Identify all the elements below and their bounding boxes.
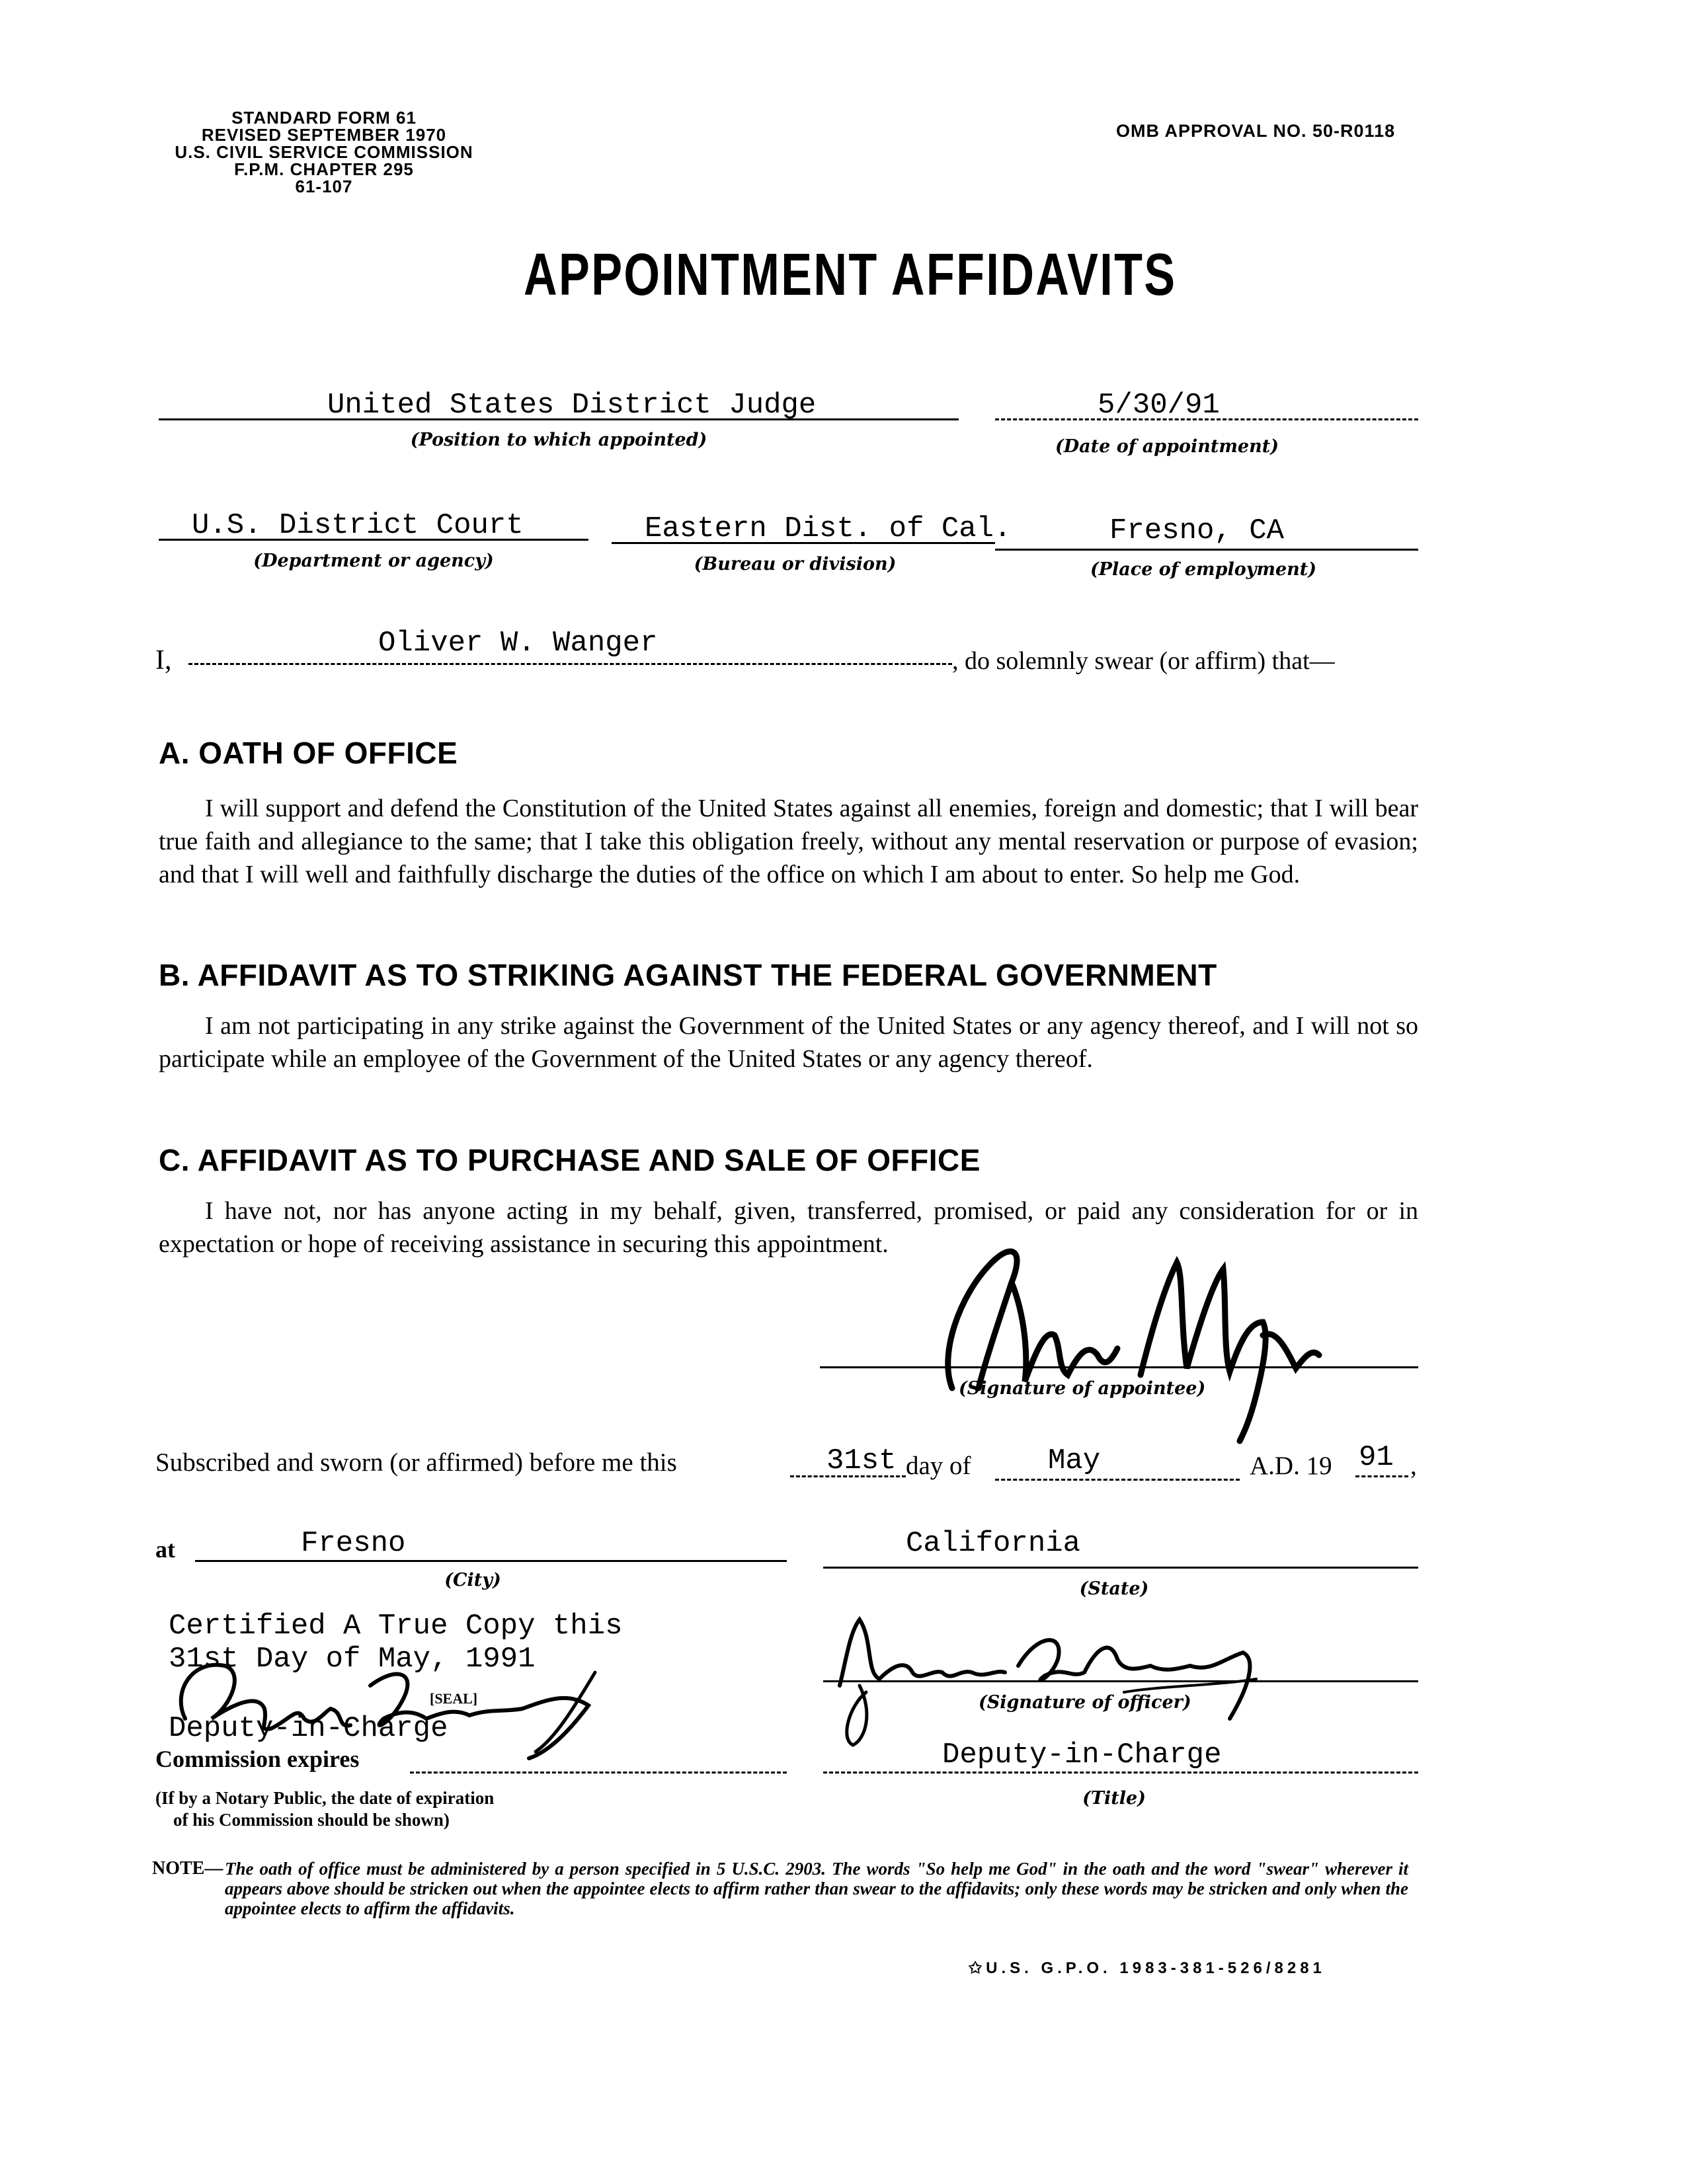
date-value: 5/30/91: [1098, 389, 1220, 422]
swear-prefix: I,: [155, 645, 172, 676]
certified-line-1: Certified A True Copy this: [169, 1610, 623, 1643]
position-caption: (Position to which appointed): [410, 430, 707, 450]
bureau-caption: (Bureau or division): [694, 554, 897, 574]
section-c-body: I have not, nor has anyone acting in my behalf, given, transferred, promised, or paid any consideration for or in expectation or hope of receiving assistance in securing this appointment.: [159, 1197, 1418, 1258]
appointee-name: Oliver W. Wanger: [378, 627, 658, 660]
position-line: [159, 418, 959, 420]
form-header-line: U.S. CIVIL SERVICE COMMISSION: [175, 142, 473, 162]
sworn-day: 31st: [826, 1444, 897, 1477]
bureau-value: Eastern Dist. of Cal.: [645, 512, 1012, 545]
officer-title-caption: (Title): [1082, 1788, 1146, 1809]
certifier-signature: [132, 1646, 608, 1758]
form-header-line: REVISED SEPTEMBER 1970: [201, 125, 447, 145]
note-text: The oath of office must be administered by a person specified in 5 U.S.C. 2903. The words "So help me God" in the oath and the word "swear" wherever it appears above should be stricken out when the appointee elects to affirm rather than swear to the affidavits; only these words may be stricken and only when the appointee elects to affirm the affidavits.: [225, 1859, 1408, 1918]
section-a-body: I will support and defend the Constitution of the United States against all enemies, foreign and domestic; that I will bear true faith and allegiance to the same; that I take this obligation freely, without any mental reservation or purpose of evasion; and that I will well and faithfully discharge the duties of the office on which I am about to enter. So help me God.: [159, 795, 1418, 888]
page-title: APPOINTMENT AFFIDAVITS: [524, 242, 1177, 308]
department-value: U.S. District Court: [192, 509, 524, 542]
bureau-line: [612, 542, 995, 544]
state-caption: (State): [1079, 1579, 1149, 1599]
commission-note-2: of his Commission should be shown): [173, 1810, 450, 1830]
city-line: [195, 1560, 787, 1562]
city-value: Fresno: [301, 1527, 406, 1560]
officer-title-value: Deputy-in-Charge: [942, 1738, 1222, 1772]
state-line: [823, 1567, 1418, 1569]
sworn-prefix: Subscribed and sworn (or affirmed) before me this: [155, 1448, 677, 1477]
swear-suffix: , do solemnly swear (or affirm) that—: [952, 647, 1335, 675]
sworn-ad: A.D. 19: [1250, 1452, 1332, 1480]
position-value: United States District Judge: [327, 389, 817, 422]
commission-note-1: (If by a Notary Public, the date of expiration: [155, 1788, 495, 1808]
officer-signature-caption: (Signature of officer): [979, 1692, 1191, 1713]
commission-label: Commission expires: [155, 1746, 360, 1772]
sworn-year: 91: [1359, 1441, 1394, 1474]
section-c-heading: C. AFFIDAVIT AS TO PURCHASE AND SALE OF OFFICE: [159, 1143, 981, 1177]
department-line: [159, 539, 588, 541]
date-caption: (Date of appointment): [1055, 436, 1279, 457]
place-line: [995, 549, 1418, 551]
gpo-imprint: ✩U.S. G.P.O. 1983-381-526/8281: [969, 1959, 1326, 1977]
seal-label: [SEAL]: [430, 1690, 478, 1707]
sworn-day-line: [790, 1475, 906, 1477]
sworn-year-line: [1355, 1475, 1408, 1477]
form-header-line: STANDARD FORM 61: [231, 108, 417, 128]
officer-signature: [820, 1606, 1283, 1752]
at-label: at: [155, 1536, 175, 1563]
city-caption: (City): [444, 1570, 501, 1590]
certified-line-2: 31st Day of May, 1991: [169, 1643, 536, 1676]
date-line: [995, 418, 1418, 420]
sworn-month: May: [1048, 1444, 1101, 1477]
sworn-comma: ,: [1410, 1452, 1417, 1480]
form-header-line: 61-107: [295, 176, 353, 196]
appointee-signature: [912, 1223, 1336, 1441]
appointee-signature-caption: (Signature of appointee): [959, 1378, 1206, 1399]
section-b-body: I am not participating in any strike against the Government of the United States or any agency thereof, and I will not so participate while an employee of the Government of the United States or any agency thereof.: [159, 1012, 1418, 1073]
place-caption: (Place of employment): [1090, 559, 1317, 580]
section-b-heading: B. AFFIDAVIT AS TO STRIKING AGAINST THE FEDERAL GOVERNMENT: [159, 958, 1217, 992]
department-caption: (Department or agency): [253, 551, 494, 571]
section-a-heading: A. OATH OF OFFICE: [159, 736, 458, 770]
sworn-month-line: [995, 1479, 1240, 1481]
officer-signature-line: [823, 1680, 1418, 1682]
note-label: NOTE—: [152, 1858, 223, 1879]
form-header-line: F.P.M. CHAPTER 295: [234, 159, 414, 179]
officer-title-line: [823, 1772, 1418, 1774]
certified-line-3: Deputy-in-Charge: [169, 1712, 448, 1745]
appointee-signature-line: [820, 1366, 1418, 1368]
omb-approval: OMB APPROVAL NO. 50-R0118: [1116, 121, 1396, 141]
form-header: [145, 109, 502, 195]
commission-line: [410, 1772, 787, 1774]
sworn-day-of: day of: [906, 1452, 971, 1480]
name-line: [188, 663, 952, 665]
place-value: Fresno, CA: [1109, 514, 1285, 547]
state-value: California: [906, 1527, 1081, 1560]
